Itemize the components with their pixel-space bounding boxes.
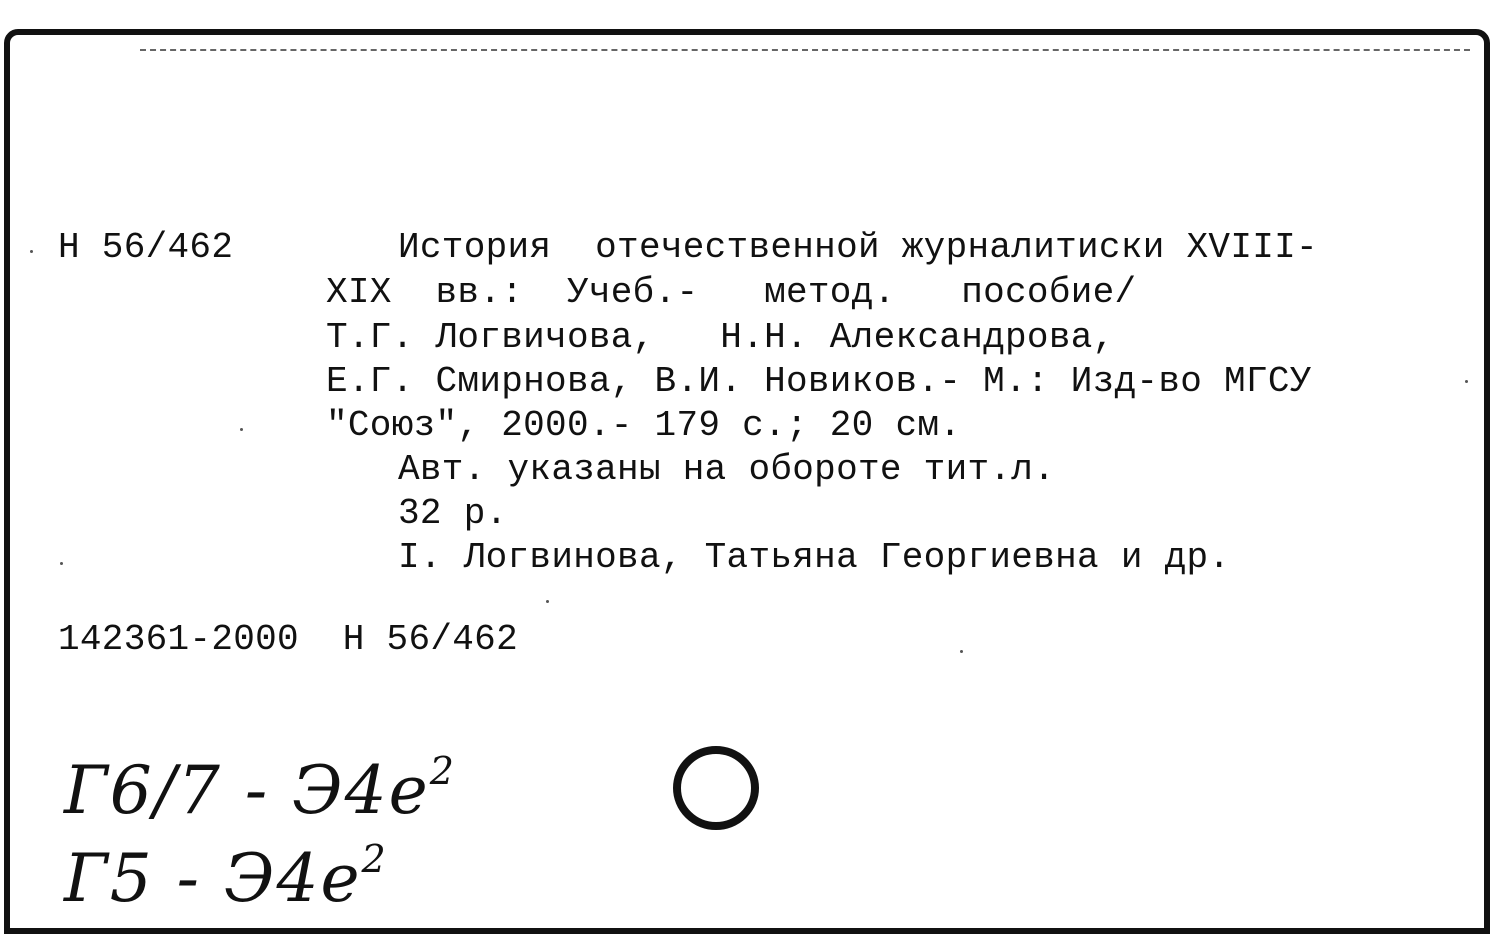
entry-line-1: История отечественной журналитиски XVIII- bbox=[398, 227, 1318, 268]
entry-line-2: XIX вв.: Учеб.- метод. пособие/ bbox=[326, 272, 1137, 313]
note-tracing: I. Логвинова, Татьяна Георгиевна и др. bbox=[398, 537, 1231, 578]
handwritten-class-2-sup: 2 bbox=[361, 837, 388, 881]
handwritten-class-2-main: Г5 - Э4е bbox=[64, 840, 362, 917]
scan-speck bbox=[60, 562, 63, 565]
entry-line-3: Т.Г. Логвичова, Н.Н. Александрова, bbox=[326, 317, 1115, 358]
scan-speck bbox=[240, 428, 243, 431]
scan-speck bbox=[30, 250, 33, 253]
scan-speck bbox=[1465, 380, 1468, 383]
punch-hole-icon bbox=[672, 743, 760, 831]
card-top-rule bbox=[140, 49, 1470, 51]
entry-line-4: Е.Г. Смирнова, В.И. Новиков.- М.: Изд-во МГСУ bbox=[326, 361, 1312, 402]
entry-line-5: "Союз", 2000.- 179 с.; 20 см. bbox=[326, 405, 962, 446]
note-authors: Авт. указаны на обороте тит.л. bbox=[398, 449, 1056, 490]
handwritten-class-1-sup: 2 bbox=[429, 749, 456, 793]
scan-speck bbox=[960, 650, 963, 653]
handwritten-class-1 bbox=[64, 742, 456, 829]
accession-number: 142361-2000 Н 56/462 bbox=[58, 619, 518, 660]
shelf-mark: Н 56/462 bbox=[58, 227, 234, 268]
scan-speck bbox=[546, 600, 549, 603]
handwritten-class-2 bbox=[64, 830, 388, 917]
note-price: 32 р. bbox=[398, 493, 508, 534]
handwritten-class-1-main: Г6/7 - Э4е bbox=[64, 752, 430, 829]
